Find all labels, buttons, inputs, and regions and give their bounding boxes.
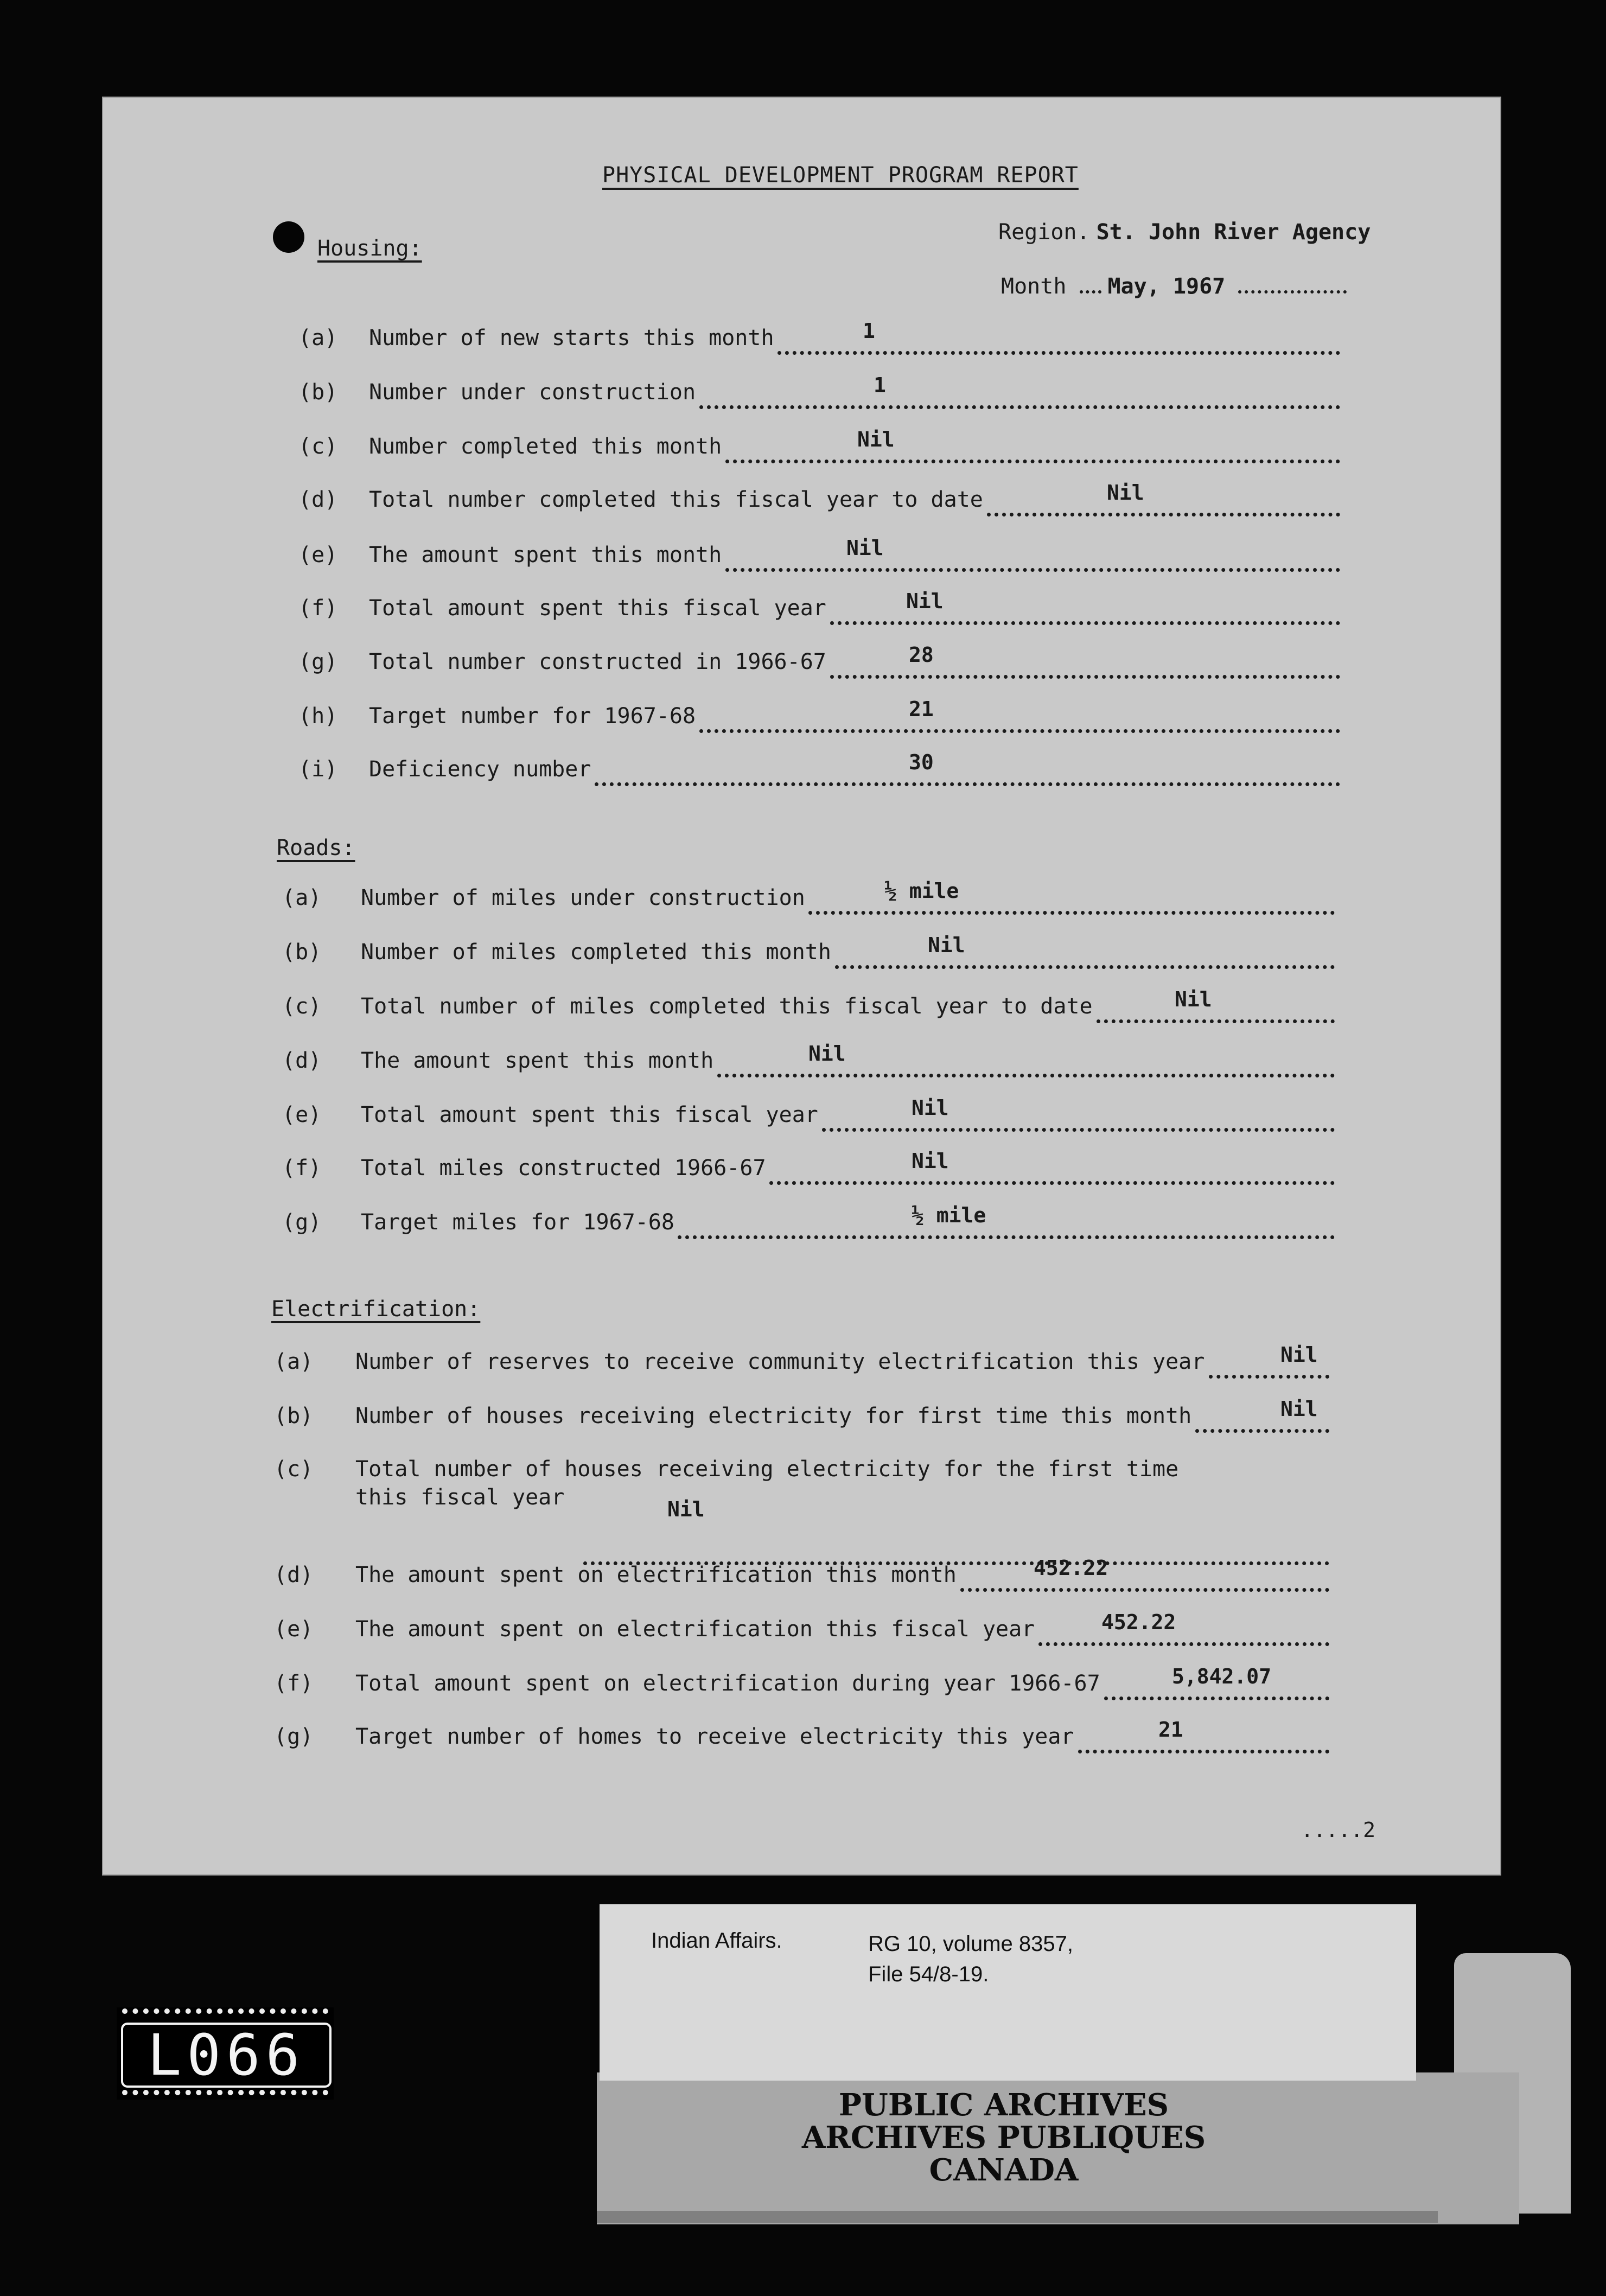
item-label: Number of new starts this month [369, 326, 774, 350]
item-letter: (a) [282, 885, 322, 910]
item-value: Nil [808, 1042, 846, 1066]
electrification-item-e [103, 1610, 1500, 1649]
punch-hole [273, 221, 304, 253]
housing-heading: Housing: [317, 236, 422, 261]
electrification-item-a [103, 1343, 1500, 1382]
roads-item-d [103, 1042, 1500, 1081]
item-value: Nil [857, 428, 895, 451]
reference-record [868, 1929, 1073, 1989]
item-letter: (d) [298, 487, 338, 512]
dotted-leader [1078, 1750, 1330, 1753]
item-letter: (g) [298, 649, 338, 674]
housing-item-a [103, 319, 1500, 358]
item-value: Nil [928, 933, 965, 957]
reference-file: File 54/8-19. [868, 1962, 989, 1986]
item-label: Total number of houses receiving electricity for the first time [355, 1457, 1179, 1482]
dotted-leader [769, 1181, 1335, 1185]
month-line [1001, 274, 1347, 299]
housing-item-b [103, 373, 1500, 412]
dotted-leader [1195, 1429, 1329, 1433]
item-letter: (e) [298, 543, 338, 567]
item-letter: (f) [282, 1156, 322, 1181]
item-label: Target number for 1967-68 [369, 704, 696, 729]
housing-item-f [103, 589, 1500, 628]
electrification-item-d [103, 1556, 1500, 1595]
item-letter: (b) [274, 1404, 314, 1428]
item-letter: (c) [298, 434, 338, 459]
dotted-leader [960, 1588, 1329, 1592]
item-value: 452.22 [1034, 1556, 1108, 1580]
item-value: Nil [912, 1149, 949, 1173]
item-value: Nil [1175, 987, 1212, 1011]
electrification-heading: Electrification: [271, 1297, 481, 1322]
item-value: Nil [1280, 1343, 1318, 1367]
dotted-leader [725, 568, 1340, 572]
roads-item-b [103, 933, 1500, 972]
housing-item-h [103, 697, 1500, 736]
housing-item-d [103, 481, 1500, 520]
item-letter: (c) [274, 1457, 314, 1482]
electrification-item-b [103, 1397, 1500, 1436]
item-label: Total number constructed in 1966-67 [369, 649, 826, 674]
item-label: Deficiency number [369, 757, 591, 782]
month-label: Month [1001, 274, 1067, 299]
dotted-leader [699, 405, 1341, 409]
electrification-item-c [103, 1457, 1500, 1527]
archive-reference-card [600, 1904, 1416, 2081]
roads-item-e [103, 1096, 1500, 1135]
item-label: The amount spent this month [369, 543, 722, 567]
item-value: 21 [1158, 1718, 1183, 1742]
dotted-leader [1209, 1375, 1330, 1379]
item-label: Number of houses receiving electricity for first time this month [355, 1404, 1192, 1428]
item-letter: (b) [282, 940, 322, 965]
item-label: Target miles for 1967-68 [361, 1210, 674, 1235]
item-label: The amount spent this month [361, 1048, 714, 1073]
dotted-leader [699, 729, 1341, 733]
item-value: 30 [909, 750, 934, 774]
report-title: PHYSICAL DEVELOPMENT PROGRAM REPORT [602, 163, 1079, 188]
dotted-leader [777, 351, 1340, 355]
stamp-line-2: ARCHIVES PUBLIQUES [801, 2120, 1206, 2155]
housing-item-c [103, 428, 1500, 467]
item-letter: (b) [298, 380, 338, 405]
item-letter: (f) [298, 596, 338, 621]
item-label: Target number of homes to receive electricity this year [355, 1724, 1074, 1749]
electrification-item-f [103, 1664, 1500, 1704]
dotted-leader [1097, 1019, 1335, 1023]
dotted-leader [808, 911, 1335, 915]
housing-item-i [103, 750, 1500, 789]
item-value: Nil [1280, 1397, 1318, 1421]
stamp-line-1: PUBLIC ARCHIVES [838, 2087, 1169, 2123]
housing-item-e [103, 536, 1500, 575]
item-label: Number under construction [369, 380, 696, 405]
item-label-continued: this fiscal year [355, 1485, 565, 1510]
item-label: Total amount spent this fiscal year [369, 596, 826, 621]
region-line [998, 220, 1371, 245]
item-value: ½ mile [912, 1203, 986, 1227]
item-letter: (c) [282, 994, 322, 1019]
item-value: 5,842.07 [1172, 1664, 1272, 1688]
item-letter: (a) [298, 326, 338, 350]
item-label: The amount spent on electrification this fiscal year [355, 1617, 1035, 1642]
dotted-leader [830, 621, 1341, 625]
electrification-item-g [103, 1718, 1500, 1757]
dotted-leader [830, 675, 1341, 679]
roads-heading: Roads: [277, 836, 355, 860]
roads-item-a [103, 879, 1500, 918]
item-label: Total miles constructed 1966-67 [361, 1156, 766, 1181]
item-value: 1 [874, 373, 886, 397]
dotted-leader [987, 513, 1340, 516]
item-value: Nil [846, 536, 884, 560]
dotted-leader [678, 1235, 1335, 1239]
item-label: Number of reserves to receive community electrification this year [355, 1349, 1205, 1374]
report-sheet [103, 98, 1500, 1874]
item-letter: (f) [274, 1671, 314, 1696]
dotted-leader [1104, 1697, 1329, 1700]
housing-item-g [103, 643, 1500, 682]
film-perforation-bottom [122, 2090, 328, 2103]
month-value: May, 1967 [1107, 274, 1226, 299]
item-value: 21 [909, 697, 934, 721]
item-value: 452.22 [1101, 1610, 1176, 1634]
item-letter: (i) [298, 757, 338, 782]
region-value: St. John River Agency [1096, 220, 1371, 245]
card-edge [597, 2211, 1438, 2223]
item-label: Number of miles under construction [361, 885, 805, 910]
item-value: Nil [1107, 481, 1144, 505]
archives-stamp-text [760, 2089, 1248, 2186]
reference-record-group: RG 10, volume 8357, [868, 1932, 1073, 1956]
stamp-line-3: CANADA [929, 2152, 1079, 2188]
roads-item-c [103, 987, 1500, 1026]
item-value: Nil [667, 1497, 705, 1521]
item-letter: (d) [274, 1562, 314, 1587]
dotted-leader [717, 1074, 1335, 1077]
item-letter: (h) [298, 704, 338, 729]
item-label: The amount spent on electrification this month [355, 1562, 957, 1587]
dotted-leader [822, 1128, 1335, 1132]
item-value: ½ mile [884, 879, 959, 903]
item-label: Total number of miles completed this fiscal year to date [361, 994, 1093, 1019]
archives-stamp [597, 2072, 1519, 2224]
reference-agency: Indian Affairs. [651, 1929, 782, 1953]
frame-counter-digits: L066 [121, 2023, 332, 2088]
item-letter: (e) [274, 1617, 314, 1642]
frame-counter [117, 2007, 334, 2100]
item-letter: (d) [282, 1048, 322, 1073]
dotted-leader [725, 460, 1340, 463]
item-letter: (g) [274, 1724, 314, 1749]
item-value: Nil [906, 589, 944, 613]
dotted-leader [835, 965, 1335, 969]
item-value: 28 [909, 643, 934, 667]
page-continuation-marker: .....2 [1301, 1818, 1375, 1842]
film-perforation-top [122, 2008, 328, 2021]
item-letter: (e) [282, 1102, 322, 1127]
item-label: Total amount spent this fiscal year [361, 1102, 818, 1127]
item-value: Nil [912, 1096, 949, 1120]
dotted-leader [595, 782, 1340, 786]
item-label: Number completed this month [369, 434, 722, 459]
dotted-leader [1038, 1642, 1329, 1646]
item-label: Number of miles completed this month [361, 940, 831, 965]
item-value: 1 [863, 319, 875, 343]
item-letter: (g) [282, 1210, 322, 1235]
roads-item-g [103, 1203, 1500, 1242]
item-letter: (a) [274, 1349, 314, 1374]
item-label: Total amount spent on electrification during year 1966-67 [355, 1671, 1100, 1696]
roads-item-f [103, 1149, 1500, 1188]
item-label: Total number completed this fiscal year to date [369, 487, 983, 512]
region-label: Region. [998, 220, 1090, 245]
